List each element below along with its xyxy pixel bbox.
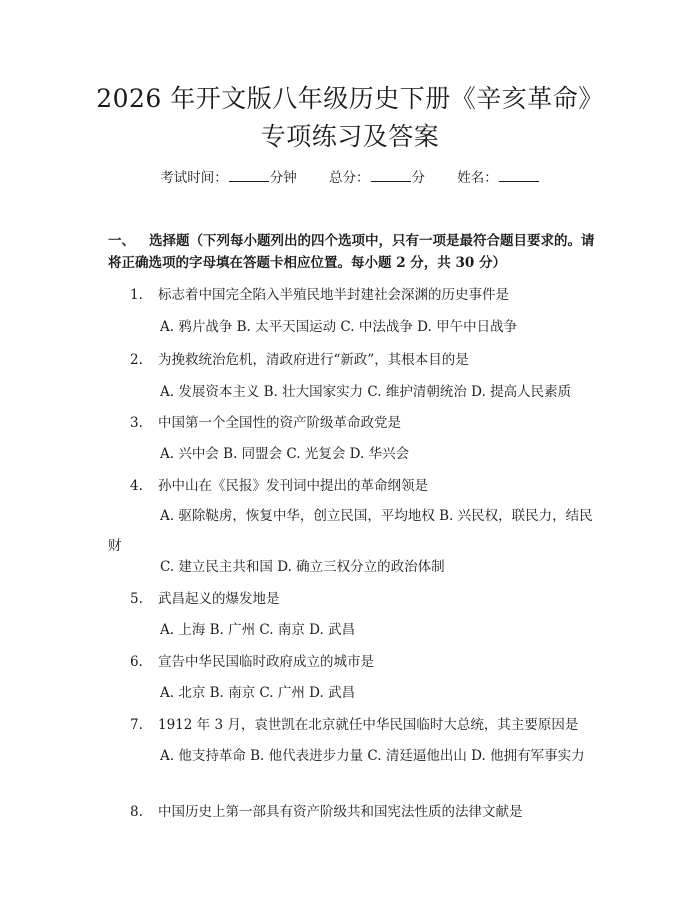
question-5 <box>130 588 280 610</box>
question-4-options-line-2: C. 建立民主共和国 D. 确立三权分立的政治体制 <box>160 559 445 575</box>
exam-time-label: 考试时间： <box>160 170 228 186</box>
total-score <box>329 168 425 188</box>
score-unit: 分 <box>411 170 425 186</box>
title-line-2: 专项练习及答案 <box>260 122 440 151</box>
question-2-options: A. 发展资本主义 B. 壮大国家实力 C. 维护清朝统治 D. 提高人民素质 <box>160 384 572 400</box>
question-number: 4. <box>130 478 143 494</box>
exam-time-unit: 分钟 <box>269 170 297 186</box>
question-3-options: A. 兴中会 B. 同盟会 C. 光复会 D. 华兴会 <box>160 446 410 462</box>
question-number: 7. <box>130 717 143 733</box>
question-1 <box>130 284 509 306</box>
question-text: 中国历史上第一部具有资产阶级共和国宪法性质的法律文献是 <box>158 804 523 820</box>
question-text: 宣告中华民国临时政府成立的城市是 <box>158 654 374 670</box>
score-label: 总分： <box>329 170 370 186</box>
section-number: 一、 <box>108 233 135 249</box>
question-1-options: A. 鸦片战争 B. 太平天国运动 C. 中法战争 D. 甲午中日战争 <box>160 319 518 335</box>
question-number: 2. <box>130 352 143 368</box>
title-line-1: 2026 年开文版八年级历史下册《辛亥革命》 <box>96 84 604 113</box>
question-text: 中国第一个全国性的资产阶级革命政党是 <box>158 415 401 431</box>
score-blank[interactable] <box>371 169 411 182</box>
exam-time <box>160 168 297 188</box>
name-label: 姓名： <box>457 170 498 186</box>
question-number: 1. <box>130 287 143 303</box>
name-blank[interactable] <box>499 169 539 182</box>
section-heading <box>108 230 598 274</box>
exam-meta <box>0 168 700 188</box>
question-number: 6. <box>130 654 143 670</box>
student-name <box>457 168 540 188</box>
question-7 <box>130 714 578 736</box>
question-8 <box>130 801 523 823</box>
question-6 <box>130 651 374 673</box>
question-text: 为挽救统治危机，清政府进行“新政”，其根本目的是 <box>158 352 469 368</box>
question-text: 标志着中国完全陷入半殖民地半封建社会深渊的历史事件是 <box>158 287 509 303</box>
question-text: 1912 年 3 月，袁世凯在北京就任中华民国临时大总统，其主要原因是 <box>158 717 579 733</box>
question-4-options-line-1: A. 驱除鞑虏，恢复中华，创立民国，平均地权 B. 兴民权，联民力，结民财 <box>108 508 593 554</box>
question-3 <box>130 412 401 434</box>
question-2 <box>130 349 469 371</box>
section-instructions: 选择题（下列每小题列出的四个选项中，只有一项是最符合题目要求的。请将正确选项的字母填在答题卡相应位置。每小题 2 分，共 30 分） <box>108 233 595 271</box>
question-number: 3. <box>130 415 143 431</box>
question-text: 武昌起义的爆发地是 <box>158 591 280 607</box>
question-5-options: A. 上海 B. 广州 C. 南京 D. 武昌 <box>160 622 356 638</box>
question-4 <box>130 475 428 497</box>
question-number: 8. <box>130 804 143 820</box>
question-6-options: A. 北京 B. 南京 C. 广州 D. 武昌 <box>160 685 356 701</box>
question-7-options: A. 他支持革命 B. 他代表进步力量 C. 清廷逼他出山 D. 他拥有军事实力 <box>160 748 585 764</box>
exam-time-blank[interactable] <box>229 169 269 182</box>
question-text: 孙中山在《民报》发刊词中提出的革命纲领是 <box>158 478 428 494</box>
question-number: 5. <box>130 591 143 607</box>
